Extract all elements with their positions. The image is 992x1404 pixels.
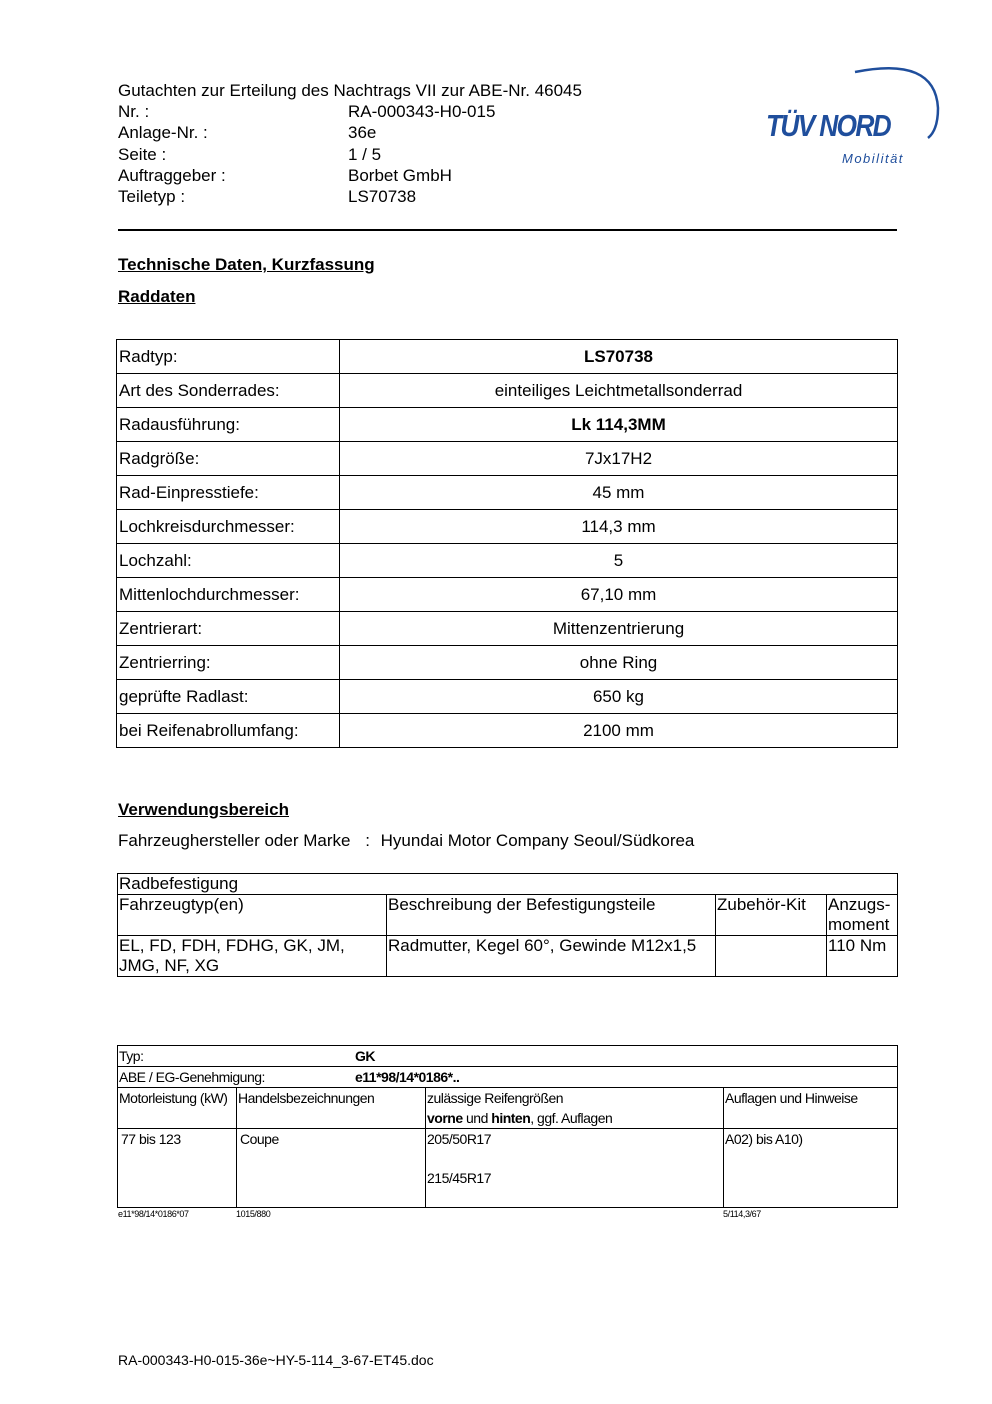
table-value: 7Jx17H2 — [340, 442, 898, 476]
header-label: Nr. : — [118, 102, 150, 121]
document-title: Gutachten zur Erteilung des Nachtrags VII zur ABE-Nr. 46045 — [118, 81, 582, 100]
typ-label: Typ: — [119, 1048, 144, 1064]
table-label: geprüfte Radlast: — [117, 680, 340, 714]
table-row — [117, 374, 898, 408]
typ-footnote-3: 5/114,3/67 — [723, 1209, 761, 1219]
table-row — [118, 1067, 898, 1088]
table-row — [118, 936, 898, 977]
table-label: Lochzahl: — [117, 544, 340, 578]
table-header: Fahrzeugtyp(en) — [118, 895, 387, 936]
abe-label: ABE / EG-Genehmigung: — [119, 1069, 265, 1085]
header-value: 36e — [348, 123, 377, 142]
vorne-label: vorne — [427, 1110, 463, 1126]
table-row — [117, 510, 898, 544]
table-value: Lk 114,3MM — [340, 408, 898, 442]
table-value: 45 mm — [340, 476, 898, 510]
hersteller-label: Fahrzeughersteller oder Marke — [118, 831, 351, 850]
hinten-label: hinten — [491, 1110, 531, 1126]
logo-text: TÜV NORD — [766, 108, 891, 143]
section-title-verwendung: Verwendungsbereich — [118, 800, 289, 819]
reifen-2: 215/45R17 — [427, 1170, 492, 1186]
table-row — [118, 895, 898, 936]
table-value: 114,3 mm — [340, 510, 898, 544]
table-row — [118, 1129, 898, 1208]
table-label: Radtyp: — [117, 340, 340, 374]
header-label: Teiletyp : — [118, 187, 186, 206]
header-value: 1 / 5 — [348, 145, 382, 164]
table-row — [118, 1088, 898, 1129]
tuv-nord-logo — [760, 58, 940, 170]
table-header — [426, 1088, 724, 1129]
table-cell: Coupe — [237, 1129, 426, 1208]
table-header: Motorleistung (kW) — [118, 1088, 237, 1129]
table-label: Radausführung: — [117, 408, 340, 442]
abe-row — [118, 1067, 898, 1088]
table-value: Mittenzentrierung — [340, 612, 898, 646]
befestigung-title: Radbefestigung — [118, 874, 898, 895]
table-value: LS70738 — [340, 340, 898, 374]
table-row — [117, 340, 898, 374]
table-header: Anzugs-moment — [827, 895, 898, 936]
table-label: Art des Sonderrades: — [117, 374, 340, 408]
table-row — [117, 680, 898, 714]
header-divider — [118, 229, 897, 231]
table-cell — [426, 1129, 724, 1208]
table-row — [118, 1046, 898, 1067]
table-cell: Radmutter, Kegel 60°, Gewinde M12x1,5 — [387, 936, 716, 977]
header-label: Seite : — [118, 145, 167, 164]
table-cell: EL, FD, FDH, FDHG, GK, JM, JMG, NF, XG — [118, 936, 387, 977]
table-value: ohne Ring — [340, 646, 898, 680]
auflagen-label: , ggf. Auflagen — [530, 1110, 613, 1126]
table-value: 67,10 mm — [340, 578, 898, 612]
table-label: Zentrierring: — [117, 646, 340, 680]
table-cell: 110 Nm — [827, 936, 898, 977]
section-title-raddaten: Raddaten — [118, 287, 196, 306]
header-label: Auftraggeber : — [118, 166, 226, 185]
table-row — [117, 714, 898, 748]
hersteller-sep: : — [365, 831, 370, 850]
table-row — [117, 612, 898, 646]
typ-value: GK — [355, 1048, 375, 1064]
table-label: bei Reifenabrollumfang: — [117, 714, 340, 748]
section-title-tech: Technische Daten, Kurzfassung — [118, 255, 375, 274]
logo-subtext: Mobilität — [842, 151, 904, 166]
typ-footnote-2: 1015/880 — [236, 1209, 271, 1219]
table-value: 650 kg — [340, 680, 898, 714]
und-label: und — [462, 1110, 492, 1126]
table-header: Handelsbezeichnungen — [237, 1088, 426, 1129]
table-value: 5 — [340, 544, 898, 578]
page-footer: RA-000343-H0-015-36e~HY-5-114_3-67-ET45.doc — [118, 1352, 434, 1368]
typ-row — [118, 1046, 898, 1067]
table-cell — [716, 936, 827, 977]
table-cell: A02) bis A10) — [724, 1129, 898, 1208]
table-row — [117, 442, 898, 476]
table-header: Beschreibung der Befestigungsteile — [387, 895, 716, 936]
table-row — [117, 646, 898, 680]
table-value: 2100 mm — [340, 714, 898, 748]
table-value: einteiliges Leichtmetallsonderrad — [340, 374, 898, 408]
table-row — [117, 476, 898, 510]
befestigung-table — [117, 873, 898, 977]
header-value: RA-000343-H0-015 — [348, 102, 496, 121]
raddaten-table — [116, 339, 898, 748]
header-line: zulässige Reifengrößen — [427, 1090, 564, 1106]
typ-table — [117, 1045, 898, 1208]
header-value: LS70738 — [348, 187, 417, 206]
header-value: Borbet GmbH — [348, 166, 452, 185]
header-label: Anlage-Nr. : — [118, 123, 208, 142]
abe-value: e11*98/14*0186*.. — [355, 1069, 460, 1085]
table-label: Radgröße: — [117, 442, 340, 476]
table-label: Lochkreisdurchmesser: — [117, 510, 340, 544]
table-header: Auflagen und Hinweise — [724, 1088, 898, 1129]
table-label: Rad-Einpresstiefe: — [117, 476, 340, 510]
table-row — [117, 408, 898, 442]
hersteller-line — [118, 831, 694, 851]
table-row — [118, 874, 898, 895]
hersteller-value: Hyundai Motor Company Seoul/Südkorea — [380, 831, 695, 850]
reifen-1: 205/50R17 — [427, 1131, 492, 1147]
table-row — [117, 544, 898, 578]
table-cell: 77 bis 123 — [118, 1129, 237, 1208]
typ-footnote-1: e11*98/14*0186*07 — [118, 1209, 189, 1219]
table-header: Zubehör-Kit — [716, 895, 827, 936]
table-label: Mittenlochdurchmesser: — [117, 578, 340, 612]
table-label: Zentrierart: — [117, 612, 340, 646]
table-row — [117, 578, 898, 612]
